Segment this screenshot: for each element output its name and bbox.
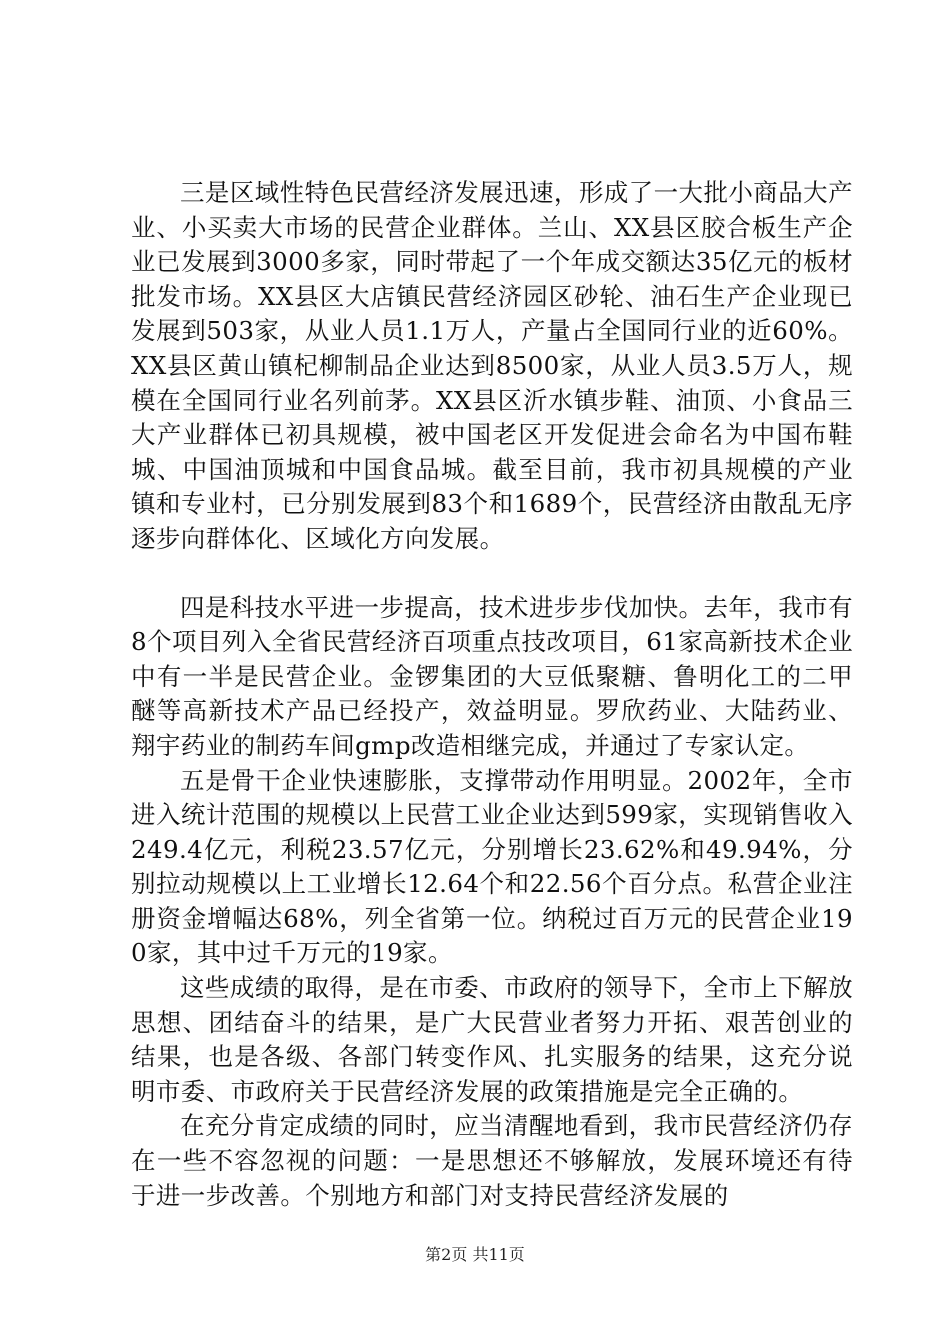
- page-number-footer: 第2页 共11页: [425, 1245, 525, 1264]
- paragraph-problems: 在充分肯定成绩的同时，应当清醒地看到，我市民营经济仍存在一些不容忽视的问题：一是思想还不够解放，发展环境还有待于进一步改善。个别地方和部门对支持民营经济发展的: [131, 1111, 853, 1210]
- paragraph-gap: [131, 557, 853, 591]
- paragraph-3-regional-economy: 三是区域性特色民营经济发展迅速，形成了一大批小商品大产业、小买卖大市场的民营企业群体。兰山、XX县区胶合板生产企业已发展到3000多家，同时带起了一个年成交额达35亿元的板材批发市场。XX县区大店镇民营经济园区砂轮、油石生产企业现已发展到503家，从业人员1.1万人，产量占全国同行业的近60%。XX县区黄山镇杞柳制品企业达到8500家，从业人员3.5万人，规模在全国同行业名列前茅。XX县区沂水镇步鞋、油顶、小食品三大产业群体已初具规模，被中国老区开发促进会命名为中国布鞋城、中国油顶城和中国食品城。截至目前，我市初具规模的产业镇和专业村，已分别发展到83个和1689个，民营经济由散乱无序逐步向群体化、区域化方向发展。: [131, 178, 853, 553]
- paragraph-5-key-enterprises: 五是骨干企业快速膨胀，支撑带动作用明显。2002年，全市进入统计范围的规模以上民营工业企业达到599家，实现销售收入249.4亿元，利税23.57亿元，分别增长23.62%和49.94%，分别拉动规模以上工业增长12.64个和22.56个百分点。私营企业注册资金增幅达68%，列全省第一位。纳税过百万元的民营企业190家，其中过千万元的19家。: [131, 765, 853, 968]
- paragraph-achievements: 这些成绩的取得，是在市委、市政府的领导下，全市上下解放思想、团结奋斗的结果，是广大民营业者努力开拓、艰苦创业的结果，也是各级、各部门转变作风、扎实服务的结果，这充分说明市委、市政府关于民营经济发展的政策措施是完全正确的。: [131, 973, 853, 1106]
- paragraph-4-technology: 四是科技水平进一步提高，技术进步步伐加快。去年，我市有8个项目列入全省民营经济百项重点技改项目，61家高新技术企业中有一半是民营企业。金锣集团的大豆低聚糖、鲁明化工的二甲醚等高新技术产品已经投产，效益明显。罗欣药业、大陆药业、翔宇药业的制药车间gmp改造相继完成，并通过了专家认定。: [131, 592, 853, 760]
- document-body: [131, 176, 853, 1213]
